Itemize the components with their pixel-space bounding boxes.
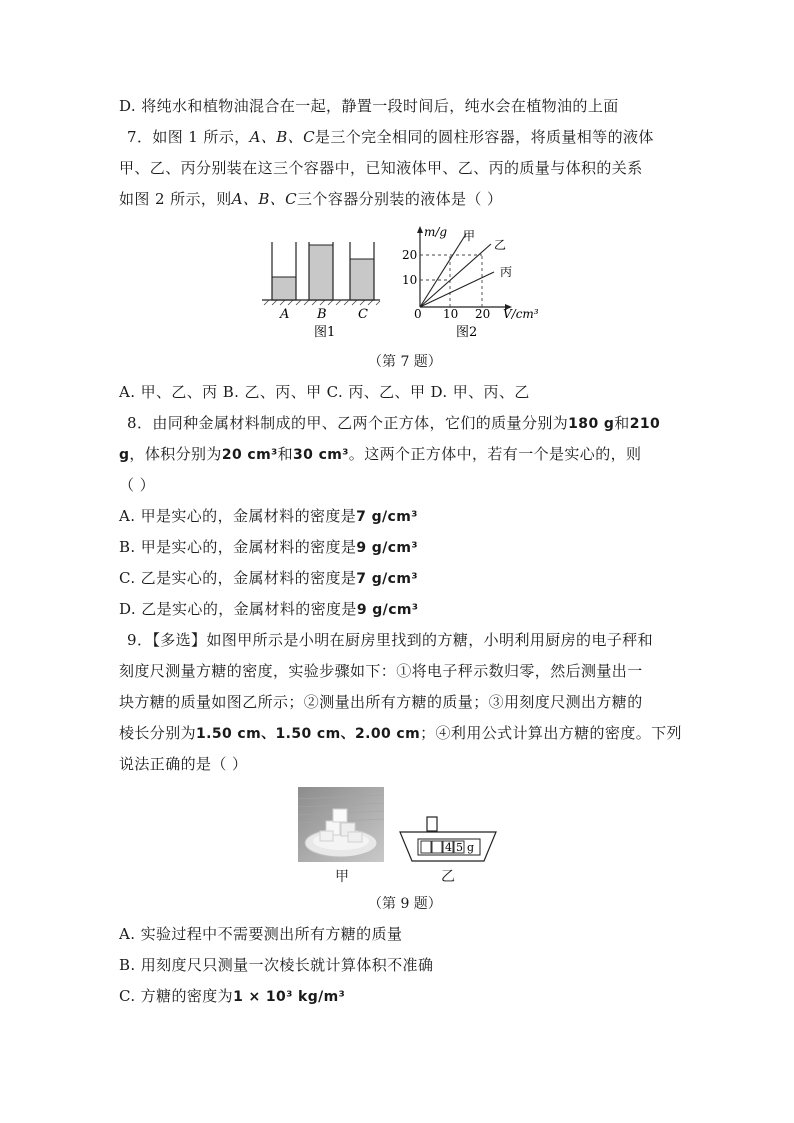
q9-c-text: C. 方糖的密度为 bbox=[119, 987, 234, 1005]
y-tick-10: 10 bbox=[402, 273, 418, 287]
label-b: B bbox=[317, 307, 327, 322]
q7-stem-line3 bbox=[119, 189, 502, 209]
scale-unit: g bbox=[467, 841, 475, 854]
q8-b-text: B. 甲是实心的，金属材料的密度是 bbox=[119, 538, 357, 556]
q8-stem-line1 bbox=[127, 413, 660, 434]
q9-option-a: A. 实验过程中不需要测出所有方糖的质量 bbox=[119, 925, 403, 943]
series-yi-label: 乙 bbox=[494, 238, 507, 252]
figure-1-caption: 图1 bbox=[314, 325, 336, 340]
fig9-left-caption: 甲 bbox=[335, 869, 349, 885]
q8-stem-line2 bbox=[119, 444, 641, 465]
scale-digit-5: 5 bbox=[456, 841, 463, 854]
q7-caption: （第 7 题） bbox=[368, 354, 442, 370]
q7-abc: A、B、C bbox=[249, 128, 315, 146]
q9-stem-line4 bbox=[119, 723, 682, 744]
q8-mass2: 210 bbox=[629, 416, 661, 432]
series-bing-label: 丙 bbox=[500, 265, 513, 279]
q8-text-c: 。这两个正方体中，若有一个是实心的，则 bbox=[348, 445, 642, 463]
q6-option-d: D. 将纯水和植物油混合在一起，静置一段时间后，纯水会在植物油的上面 bbox=[119, 97, 619, 115]
q8-vol1: 20 cm³ bbox=[221, 447, 278, 463]
q9-text-b: ；④利用公式计算出方糖的密度。下列 bbox=[420, 724, 682, 742]
q9-text: 棱长分别为 bbox=[119, 724, 197, 742]
container-b-liquid bbox=[309, 245, 333, 300]
q8-unit-g: g bbox=[119, 447, 130, 463]
electronic-scale bbox=[398, 815, 498, 863]
q8-a-text: A. 甲是实心的，金属材料的密度是 bbox=[119, 507, 357, 525]
q8-option-b bbox=[119, 537, 418, 558]
line-yi bbox=[420, 244, 491, 307]
q8-and-2: 和 bbox=[277, 445, 294, 463]
q9-lengths: 1.50 cm、1.50 cm、2.00 cm bbox=[196, 726, 421, 742]
q9-stem-line2: 刻度尺测量方糖的密度，实验步骤如下：①将电子秤示数归零，然后测量出一 bbox=[119, 662, 643, 680]
series-jia-label: 甲 bbox=[463, 229, 476, 243]
x-tick-0: 0 bbox=[414, 307, 422, 321]
q7-text-b: 是三个完全相同的圆柱形容器，将质量相等的液体 bbox=[314, 128, 654, 146]
q8-a-value: 7 g/cm³ bbox=[356, 509, 418, 525]
q8-option-c bbox=[119, 568, 418, 589]
q7-abc-2: A、B、C bbox=[231, 190, 298, 208]
q8-d-value: 9 g/cm³ bbox=[356, 602, 419, 618]
x-tick-10: 10 bbox=[443, 307, 459, 321]
q7-text-d: 三个容器分别装的液体是（ ） bbox=[297, 190, 503, 208]
container-a-liquid bbox=[272, 277, 296, 300]
q8-mass1: 180 g bbox=[568, 416, 615, 432]
x-tick-20: 20 bbox=[475, 307, 491, 321]
q9-caption: （第 9 题） bbox=[368, 896, 442, 912]
fig9-right-caption: 乙 bbox=[441, 869, 455, 885]
q8-b-value: 9 g/cm³ bbox=[356, 540, 418, 556]
q8-d-text: D. 乙是实心的，金属材料的密度是 bbox=[119, 600, 357, 618]
q9-stem-line1: 9．【多选】如图甲所示是小明在厨房里找到的方糖，小明利用厨房的电子秤和 bbox=[127, 631, 654, 649]
figure-1-containers bbox=[258, 228, 386, 350]
label-a: A bbox=[280, 307, 290, 322]
q7-text-c: 如图 2 所示，则 bbox=[119, 190, 232, 208]
q9-option-c bbox=[119, 986, 345, 1007]
q8-vol2: 30 cm³ bbox=[293, 447, 349, 463]
q9-stem-line5: 说法正确的是（ ） bbox=[119, 755, 248, 773]
q9-option-b: B. 用刻度尺只测量一次棱长就计算体积不准确 bbox=[119, 956, 434, 974]
q8-and: 和 bbox=[614, 414, 630, 432]
q8-stem-line3: （ ） bbox=[119, 476, 155, 494]
figure-2-graph bbox=[396, 222, 546, 350]
q9-c-value: 1 × 10³ kg/m³ bbox=[233, 989, 346, 1005]
label-c: C bbox=[358, 307, 368, 322]
scale-digit-4: 4 bbox=[445, 841, 452, 854]
q8-text: 8．由同种金属材料制成的甲、乙两个正方体，它们的质量分别为 bbox=[127, 414, 569, 432]
q8-c-text: C. 乙是实心的，金属材料的密度是 bbox=[119, 569, 357, 587]
y-axis-label: m/g bbox=[424, 225, 448, 239]
q8-option-a bbox=[119, 506, 418, 527]
sugar-cubes-photo bbox=[298, 787, 384, 862]
q7-stem-line2: 甲、乙、丙分别装在这三个容器中，已知液体甲、乙、丙的质量与体积的关系 bbox=[119, 159, 643, 177]
sugar-cube-on-scale bbox=[427, 817, 437, 831]
y-tick-20: 20 bbox=[402, 248, 418, 262]
x-axis-label: V/cm³ bbox=[503, 307, 539, 321]
q8-option-d bbox=[119, 599, 418, 620]
figure-2-caption: 图2 bbox=[456, 325, 478, 340]
q7-stem-line1 bbox=[127, 127, 654, 147]
q7-options: A. 甲、乙、丙 B. 乙、丙、甲 C. 丙、乙、甲 D. 甲、丙、乙 bbox=[119, 383, 530, 401]
q8-c-value: 7 g/cm³ bbox=[356, 571, 418, 587]
q7-text: 7．如图 1 所示， bbox=[127, 128, 250, 146]
container-c-liquid bbox=[350, 259, 374, 300]
q8-text-b: ，体积分别为 bbox=[129, 445, 222, 463]
q9-stem-line3: 块方糖的质量如图乙所示；②测量出所有方糖的质量；③用刻度尺测出方糖的 bbox=[119, 693, 643, 711]
